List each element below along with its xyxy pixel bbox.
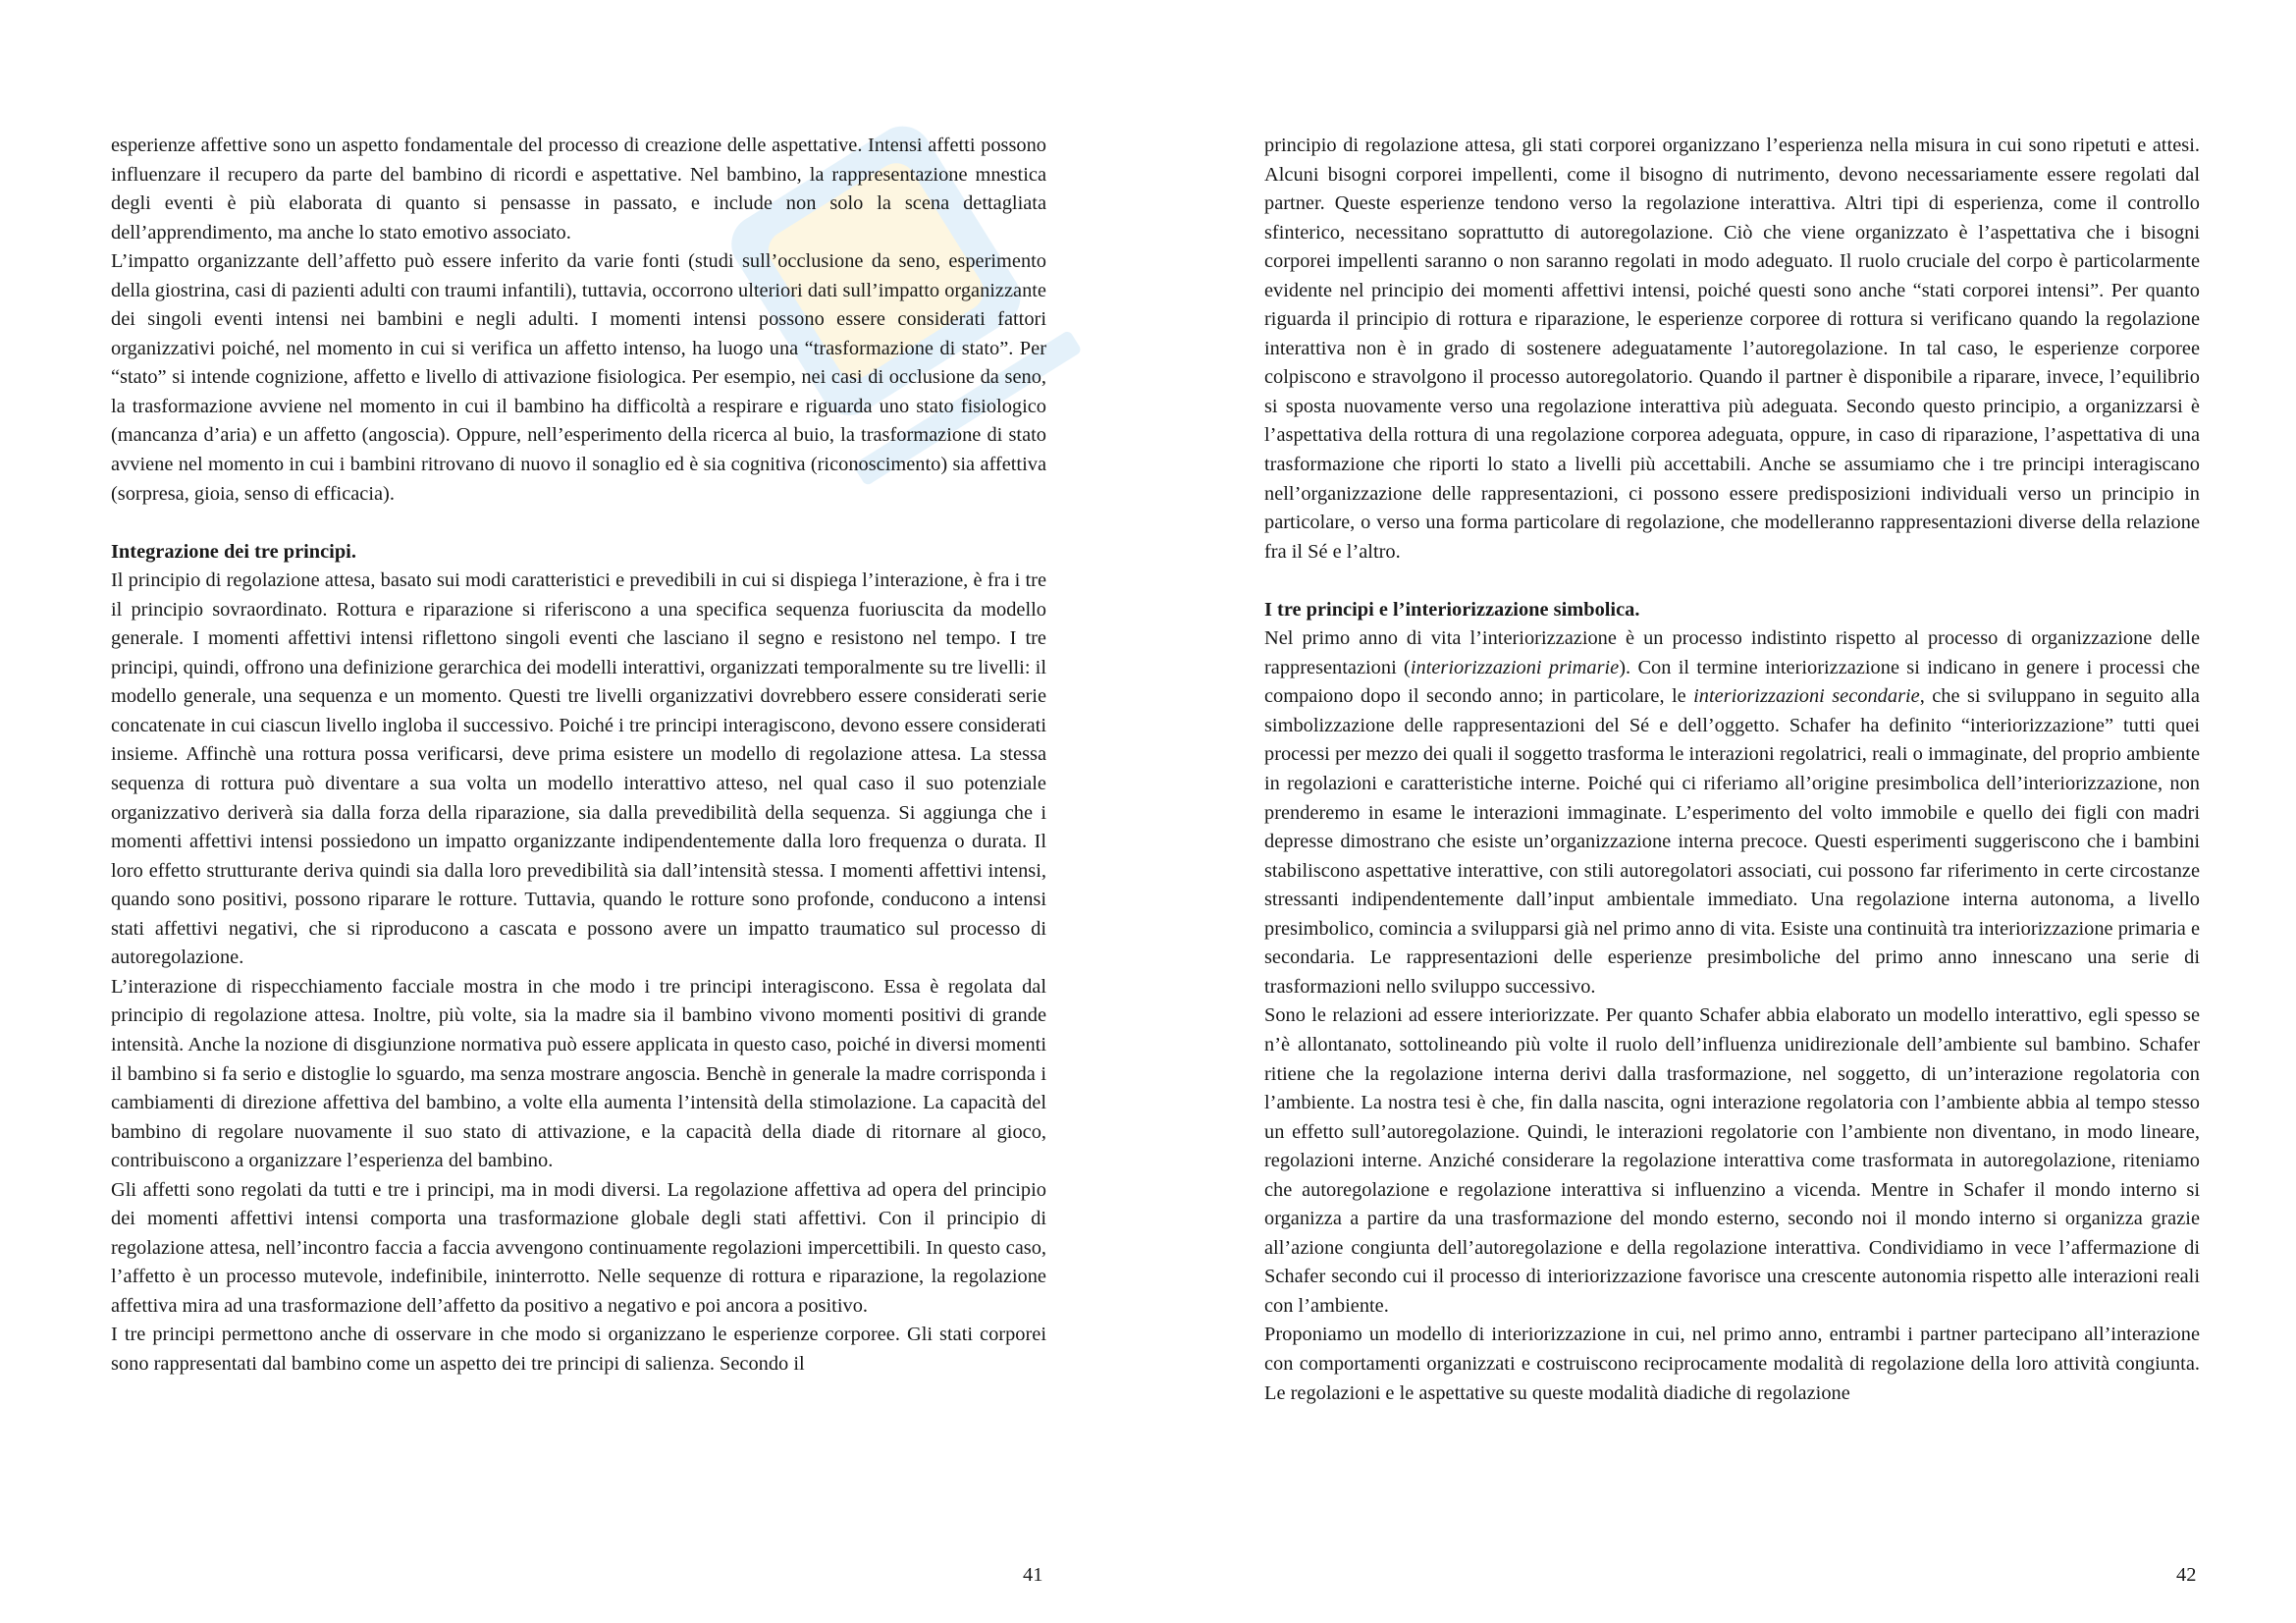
- page-number: 42: [2176, 1564, 2197, 1586]
- paragraph: I tre principi permettono anche di osservare in che modo si organizzano le esperienze corporee. Gli stati corporei sono rappresentati dal bambino come un aspetto dei tre principi di salienza. Secondo il: [111, 1324, 1046, 1375]
- paragraph: L’impatto organizzante dell’affetto può essere inferito da varie fonti (studi sull’occlusione da seno, esperimento della giostrina, casi di pazienti adulti con traumi infantili), tuttavia, occorrono ulteriori dati sull’impatto organizzante dei singoli eventi intensi nei bambini e negli adulti. I momenti intensi possono essere considerati fattori organizzativi poiché, nel momento in cui si verifica un affetto intenso, ha luogo una “trasformazione di stato”. Per “stato” si intende cognizione, affetto e livello di attivazione fisiologica. Per esempio, nei casi di occlusione da seno, la trasformazione avviene nel momento in cui il bambino ha difficoltà a respirare e riguarda uno stato fisiologico (mancanza d’aria) e un affetto (angoscia). Oppure, nell’esperimento della ricerca al buio, la trasformazione di stato avviene nel momento in cui i bambini ritrovano di nuovo il sonaglio ed è sia cognitiva (riconoscimento) sia affettiva (sorpresa, gioia, senso di efficacia).: [111, 250, 1046, 505]
- paragraph: esperienze affettive sono un aspetto fondamentale del processo di creazione delle aspettative. Intensi affetti possono influenzare il recupero da parte del bambino di ricordi e aspettative. Nel bambino, la rappresentazione mnestica degli eventi è più elaborata di quanto si pensasse in passato, e include non solo la scena dettagliata dell’apprendimento, ma anche lo stato emotivo associato.: [111, 135, 1046, 243]
- left-text-column: [111, 132, 1046, 1380]
- paragraph: Proponiamo un modello di interiorizzazione in cui, nel primo anno, entrambi i partner partecipano all’interazione con comportamenti organizzati e costruiscono reciprocamente modalità di regolazione della loro attività congiunta. Le regolazioni e le aspettative su queste modalità diadiche di regolazione: [1264, 1324, 2200, 1404]
- right-page: [1148, 0, 2296, 1623]
- right-text-column: [1264, 132, 2200, 1408]
- italic-term: interiorizzazioni secondarie: [1693, 685, 1920, 708]
- paragraph-gap: [111, 509, 1046, 538]
- paragraph-gap: [1264, 567, 2200, 596]
- section-heading: Integrazione dei tre principi.: [111, 540, 356, 563]
- paragraph: [1264, 624, 2200, 1001]
- page-number: 41: [1023, 1564, 1043, 1586]
- paragraph-text: Nel primo anno di vita l’interiorizzazione è un processo indistinto rispetto al processo di organizzazione delle rappresentazioni (: [1264, 627, 2200, 678]
- paragraph-text: , che si sviluppano in seguito alla simbolizzazione delle rappresentazioni del Sé e dell’oggetto. Schafer ha definito “interiorizzazione” tutti quei processi per mezzo dei quali il soggetto trasforma le interazioni regolatrici, reali o immaginate, del proprio ambiente in regolazioni e caratteristiche interne. Poiché qui ci riferiamo all’origine presimbolica dell’interiorizzazione, non prenderemo in esame le interazioni immaginate. L’esperimento del volto immobile e quello dei figli con madri depresse dimostrano che esiste un’organizzazione interna precoce. Questi esperimenti suggeriscono che i bambini stabiliscono aspettative interattive, con stili autoregolatori associati, cui possono far riferimento in certe circostanze stressanti indipendentemente dall’input ambientale immediato. Una regolazione interna autonoma, a livello presimbolico, comincia a svilupparsi già nel primo anno di vita. Esiste una continuità tra interiorizzazione primaria e secondaria. Le rappresentazioni delle esperienze presimboliche del primo anno innescano una serie di trasformazioni nello sviluppo successivo.: [1264, 685, 2200, 998]
- paragraph: principio di regolazione attesa, gli stati corporei organizzano l’esperienza nella misura in cui sono ripetuti e attesi. Alcuni bisogni corporei impellenti, come il bisogno di nutrimento, devono necessariamente essere regolati dal partner. Queste esperienze tendono verso la regolazione interattiva. Altri tipi di esperienza, come il controllo sfinterico, necessitano soprattutto di autoregolazione. Ciò che viene organizzato è l’aspettativa che i bisogni corporei impellenti saranno o non saranno regolati in modo adeguato. Il ruolo cruciale del corpo è particolarmente evidente nel principio dei momenti affettivi intensi, poiché questi sono anche “stati corporei intensi”. Per quanto riguarda il principio di rottura e riparazione, le esperienze corporee di rottura si verificano quando la regolazione interattiva non è in grado di sostenere adeguatamente l’autoregolazione. In tal caso, le esperienze corporee colpiscono e stravolgono il processo autoregolatorio. Quando il partner è disponibile a riparare, invece, l’equilibrio si sposta nuovamente verso una regolazione interattiva più adeguata. Secondo questo principio, a organizzarsi è l’aspettativa della rottura di una regolazione corporea adeguata, oppure, in caso di riparazione, l’aspettativa di una trasformazione che riporti lo stato a livelli più accettabili. Anche se assumiamo che i tre principi interagiscano nell’organizzazione delle rappresentazioni, ci possono essere predisposizioni individuali verso un principio in particolare, o verso una forma particolare di regolazione, che modelleranno rappresentazioni diverse della relazione fra il Sé e l’altro.: [1264, 135, 2200, 563]
- paragraph: Gli affetti sono regolati da tutti e tre i principi, ma in modi diversi. La regolazione affettiva ad opera del principio dei momenti affettivi intensi comporta una trasformazione globale degli stati affettivi. Con il principio di regolazione attesa, nell’incontro faccia a faccia avvengono continuamente regolazioni impercettibili. In questo caso, l’affetto è un processo mutevole, indefinibile, ininterrotto. Nelle sequenze di rottura e riparazione, la regolazione affettiva mira ad una trasformazione dell’affetto da positivo a negativo e poi ancora a positivo.: [111, 1178, 1046, 1317]
- section-heading: I tre principi e l’interiorizzazione simbolica.: [1264, 598, 1640, 621]
- paragraph: Il principio di regolazione attesa, basato sui modi caratteristici e prevedibili in cui si dispiega l’interazione, è fra i tre il principio sovraordinato. Rottura e riparazione si riferiscono a una specifica sequenza fuoriuscita da modello generale. I momenti affettivi intensi riflettono singoli eventi che lasciano il segno e resistono nel tempo. I tre principi, quindi, offrono una definizione gerarchica dei modelli interattivi, organizzati temporalmente su tre livelli: il modello generale, una sequenza e un momento. Questi tre livelli organizzativi dovrebbero essere considerati serie concatenate in cui ciascun livello ingloba il successivo. Poiché i tre principi interagiscono, devono essere considerati insieme. Affinchè una rottura possa verificarsi, deve prima esistere un modello di regolazione attesa. La stessa sequenza di rottura può diventare a sua volta un modello interattivo atteso, nel qual caso il suo potenziale organizzativo deriverà sia dalla forza della riparazione, sia dalla prevedibilità della sequenza. Si aggiunga che i momenti affettivi intensi possiedono un impatto organizzante indipendentemente dalla loro frequenza o durata. Il loro effetto strutturante deriva quindi sia dalla loro prevedibilità sia dall’intensità stessa. I momenti affettivi intensi, quando sono positivi, possono riparare le rotture. Tuttavia, quando le rotture sono profonde, conducono a intensi stati affettivi negativi, che si riproducono a cascata e possono avere un impatto traumatico sul processo di autoregolazione.: [111, 569, 1046, 969]
- paragraph: L’interazione di rispecchiamento facciale mostra in che modo i tre principi interagiscono. Essa è regolata dal principio di regolazione attesa. Inoltre, più volte, sia la madre sia il bambino vivono momenti positivi di grande intensità. Anche la nozione di disgiunzione normativa può essere applicata in questo caso, poiché in diversi momenti il bambino si fa serio e distoglie lo sguardo, ma senza mostrare angoscia. Benchè in generale la madre corrisponda i cambiamenti di direzione affettiva del bambino, a volte ella aumenta l’intensità della stimolazione. La capacità del bambino di regolare nuovamente il suo stato di attivazione, e la capacità della diade di ritornare al gioco, contribuiscono a organizzare l’esperienza del bambino.: [111, 975, 1046, 1172]
- paragraph: Sono le relazioni ad essere interiorizzate. Per quanto Schafer abbia elaborato un modello interattivo, egli spesso se n’è allontanato, sottolineando più volte il ruolo dell’influenza unidirezionale dell’ambiente sul bambino. Schafer ritiene che la regolazione interna derivi dalla trasformazione, nel soggetto, di un’interazione regolatoria con l’ambiente. La nostra tesi è che, fin dalla nascita, ogni interazione regolatoria con l’ambiente abbia al tempo stesso un effetto sull’autoregolazione. Quindi, le interazioni regolatorie con l’ambiente non diventano, in modo lineare, regolazioni interne. Anziché considerare la regolazione interattiva come trasformata in autoregolazione, riteniamo che autoregolazione e regolazione interattiva si influenzino a vicenda. Mentre in Schafer il mondo interno si organizza a partire da una trasformazione del mondo esterno, secondo noi il mondo interno si organizza grazie all’azione congiunta dell’autoregolazione e della regolazione interattiva. Condividiamo in vece l’affermazione di Schafer secondo cui il processo di interiorizzazione favorisce una crescente autonomia rispetto alle interazioni reali con l’ambiente.: [1264, 1004, 2200, 1317]
- paragraph-text: ). Con il termine interiorizzazione si indicano in genere i processi che compaiono dopo il secondo anno; in particolare, le: [1264, 656, 2200, 708]
- italic-term: interiorizzazioni primarie: [1410, 656, 1620, 678]
